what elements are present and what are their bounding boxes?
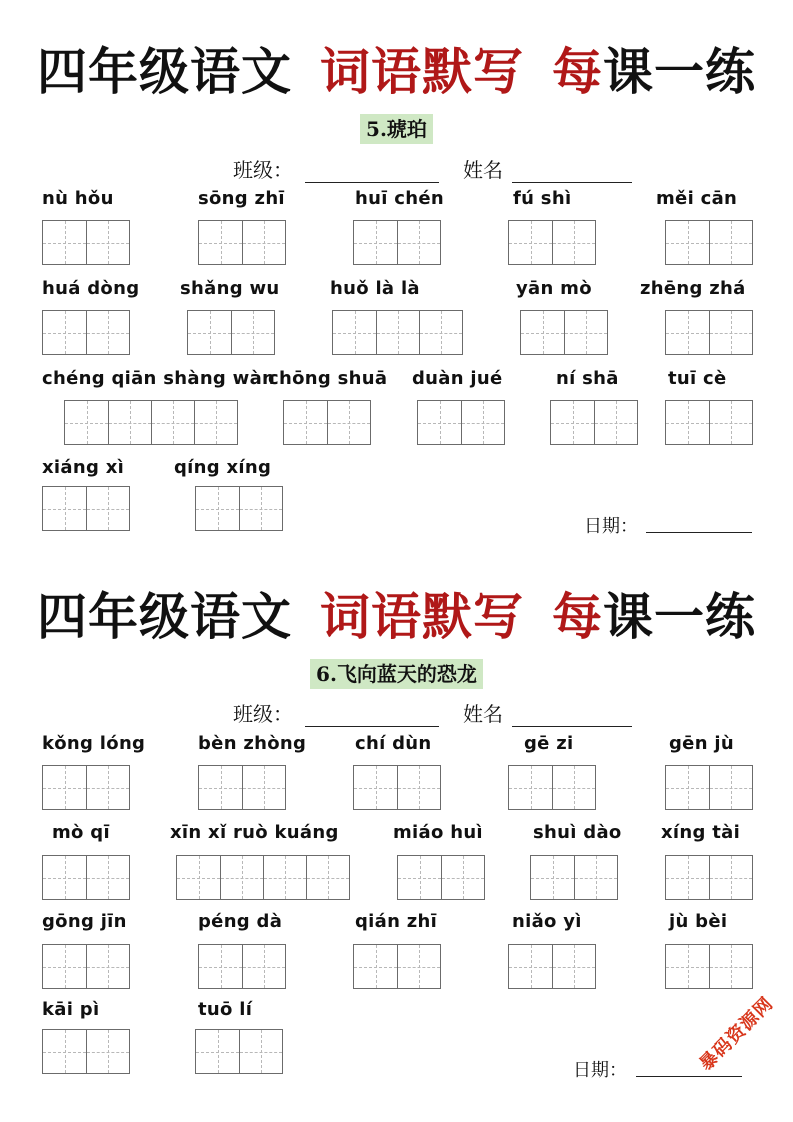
pinyin-prompt: tuō lí bbox=[198, 999, 253, 1020]
class-field[interactable] bbox=[305, 726, 439, 727]
name-field[interactable] bbox=[512, 726, 632, 727]
character-box[interactable] bbox=[552, 945, 595, 988]
writing-grid[interactable] bbox=[665, 310, 753, 355]
character-box[interactable] bbox=[594, 401, 637, 444]
character-box[interactable] bbox=[43, 311, 86, 354]
character-box[interactable] bbox=[239, 1030, 282, 1073]
character-box[interactable] bbox=[199, 945, 242, 988]
title-part-grade: 四年级语文 bbox=[37, 42, 292, 101]
character-box[interactable] bbox=[709, 945, 752, 988]
writing-grid[interactable] bbox=[353, 765, 441, 810]
character-box[interactable] bbox=[666, 945, 709, 988]
writing-grid[interactable] bbox=[417, 400, 505, 445]
pinyin-prompt: mò qī bbox=[52, 822, 110, 843]
character-box[interactable] bbox=[86, 487, 129, 530]
worksheet-title bbox=[0, 587, 793, 647]
character-box[interactable] bbox=[397, 766, 440, 809]
character-box[interactable] bbox=[86, 1030, 129, 1073]
writing-grid[interactable] bbox=[332, 310, 463, 355]
pinyin-prompt: chōng shuā bbox=[268, 368, 388, 389]
lesson-heading bbox=[0, 659, 793, 689]
writing-grid[interactable] bbox=[665, 944, 753, 989]
pinyin-prompt: xīn xǐ ruò kuáng bbox=[170, 822, 339, 843]
writing-grid[interactable] bbox=[195, 486, 283, 531]
writing-grid[interactable] bbox=[397, 855, 485, 900]
character-box[interactable] bbox=[242, 221, 285, 264]
pinyin-prompt: ní shā bbox=[556, 368, 619, 389]
watermark: 暴码资源网 bbox=[695, 993, 778, 1076]
character-box[interactable] bbox=[177, 856, 220, 899]
character-box[interactable] bbox=[86, 311, 129, 354]
writing-grid[interactable] bbox=[42, 765, 130, 810]
pinyin-prompt: niǎo yì bbox=[512, 911, 582, 932]
writing-grid[interactable] bbox=[508, 220, 596, 265]
class-label: 班级： bbox=[233, 702, 293, 726]
pinyin-prompt: chéng qiān shàng wàn bbox=[42, 368, 276, 389]
character-box[interactable] bbox=[666, 221, 709, 264]
character-box[interactable] bbox=[574, 856, 617, 899]
character-box[interactable] bbox=[151, 401, 194, 444]
character-box[interactable] bbox=[43, 766, 86, 809]
writing-grid[interactable] bbox=[42, 220, 130, 265]
character-box[interactable] bbox=[242, 945, 285, 988]
character-box[interactable] bbox=[199, 766, 242, 809]
character-box[interactable] bbox=[552, 766, 595, 809]
character-box[interactable] bbox=[196, 1030, 239, 1073]
pinyin-prompt: tuī cè bbox=[668, 368, 727, 389]
character-box[interactable] bbox=[231, 311, 274, 354]
writing-grid[interactable] bbox=[508, 765, 596, 810]
class-field[interactable] bbox=[305, 182, 439, 183]
character-box[interactable] bbox=[43, 945, 86, 988]
pinyin-prompt: fú shì bbox=[513, 188, 572, 209]
character-box[interactable] bbox=[551, 401, 594, 444]
title-part-lesson-practice: 课一练 bbox=[603, 42, 756, 101]
pinyin-prompt: huá dòng bbox=[42, 278, 140, 299]
writing-grid[interactable] bbox=[353, 220, 441, 265]
character-box[interactable] bbox=[531, 856, 574, 899]
name-label: 姓名 bbox=[463, 158, 503, 182]
character-box[interactable] bbox=[194, 401, 237, 444]
pinyin-prompt: zhēng zhá bbox=[640, 278, 746, 299]
writing-grid[interactable] bbox=[187, 310, 275, 355]
writing-grid[interactable] bbox=[665, 220, 753, 265]
character-box[interactable] bbox=[509, 221, 552, 264]
name-field[interactable] bbox=[512, 182, 632, 183]
writing-grid[interactable] bbox=[283, 400, 371, 445]
title-part-each: 每 bbox=[552, 587, 603, 646]
writing-grid[interactable] bbox=[530, 855, 618, 900]
character-box[interactable] bbox=[239, 487, 282, 530]
pinyin-prompt: duàn jué bbox=[412, 368, 503, 389]
writing-grid[interactable] bbox=[353, 944, 441, 989]
pinyin-prompt: huǒ là là bbox=[330, 278, 420, 299]
writing-grid[interactable] bbox=[198, 765, 286, 810]
character-box[interactable] bbox=[709, 856, 752, 899]
character-box[interactable] bbox=[398, 856, 441, 899]
character-box[interactable] bbox=[43, 487, 86, 530]
writing-grid[interactable] bbox=[42, 855, 130, 900]
pinyin-prompt: xíng tài bbox=[661, 822, 741, 843]
character-box[interactable] bbox=[709, 401, 752, 444]
title-part-each: 每 bbox=[552, 42, 603, 101]
writing-grid[interactable] bbox=[64, 400, 238, 445]
character-box[interactable] bbox=[564, 311, 607, 354]
pinyin-prompt: shǎng wu bbox=[180, 278, 280, 299]
writing-grid[interactable] bbox=[508, 944, 596, 989]
lesson-name: 6.飞向蓝天的恐龙 bbox=[310, 659, 483, 689]
character-box[interactable] bbox=[199, 221, 242, 264]
writing-grid[interactable] bbox=[42, 944, 130, 989]
pinyin-prompt: xiáng xì bbox=[42, 457, 125, 478]
writing-grid[interactable] bbox=[198, 220, 286, 265]
character-box[interactable] bbox=[242, 766, 285, 809]
writing-grid[interactable] bbox=[42, 486, 130, 531]
character-box[interactable] bbox=[108, 401, 151, 444]
character-box[interactable] bbox=[86, 856, 129, 899]
pinyin-prompt: huī chén bbox=[355, 188, 444, 209]
character-box[interactable] bbox=[461, 401, 504, 444]
character-box[interactable] bbox=[397, 221, 440, 264]
writing-grid[interactable] bbox=[550, 400, 638, 445]
pinyin-prompt: shuì dào bbox=[533, 822, 622, 843]
character-box[interactable] bbox=[666, 766, 709, 809]
pinyin-prompt: yān mò bbox=[516, 278, 592, 299]
writing-grid[interactable] bbox=[665, 855, 753, 900]
title-part-grade: 四年级语文 bbox=[37, 587, 292, 646]
name-label: 姓名 bbox=[463, 702, 503, 726]
character-box[interactable] bbox=[43, 856, 86, 899]
pinyin-prompt: qián zhī bbox=[355, 911, 438, 932]
lesson-name: 5.琥珀 bbox=[360, 114, 433, 144]
character-box[interactable] bbox=[376, 311, 419, 354]
pinyin-prompt: chí dùn bbox=[355, 733, 432, 754]
character-box[interactable] bbox=[65, 401, 108, 444]
pinyin-prompt: měi cān bbox=[656, 188, 738, 209]
date-field[interactable] bbox=[646, 532, 752, 533]
character-box[interactable] bbox=[509, 945, 552, 988]
character-box[interactable] bbox=[196, 487, 239, 530]
writing-grid[interactable] bbox=[665, 400, 753, 445]
character-box[interactable] bbox=[354, 945, 397, 988]
writing-grid[interactable] bbox=[176, 855, 350, 900]
writing-grid[interactable] bbox=[42, 1029, 130, 1074]
title-part-lesson-practice: 课一练 bbox=[603, 587, 756, 646]
pinyin-prompt: kǒng lóng bbox=[42, 733, 146, 754]
character-box[interactable] bbox=[666, 401, 709, 444]
character-box[interactable] bbox=[306, 856, 349, 899]
character-box[interactable] bbox=[86, 945, 129, 988]
writing-grid[interactable] bbox=[42, 310, 130, 355]
pinyin-prompt: péng dà bbox=[198, 911, 283, 932]
pinyin-prompt: miáo huì bbox=[393, 822, 483, 843]
character-box[interactable] bbox=[441, 856, 484, 899]
pinyin-prompt: gēn jù bbox=[669, 733, 734, 754]
character-box[interactable] bbox=[354, 221, 397, 264]
character-box[interactable] bbox=[666, 856, 709, 899]
pinyin-prompt: jù bèi bbox=[669, 911, 728, 932]
character-box[interactable] bbox=[552, 221, 595, 264]
character-box[interactable] bbox=[709, 311, 752, 354]
character-box[interactable] bbox=[419, 311, 462, 354]
title-part-dictation: 词语默写 bbox=[320, 42, 524, 101]
character-box[interactable] bbox=[86, 221, 129, 264]
writing-grid[interactable] bbox=[520, 310, 608, 355]
character-box[interactable] bbox=[354, 766, 397, 809]
worksheet-title bbox=[0, 42, 793, 102]
character-box[interactable] bbox=[709, 221, 752, 264]
character-box[interactable] bbox=[220, 856, 263, 899]
character-box[interactable] bbox=[284, 401, 327, 444]
character-box[interactable] bbox=[709, 766, 752, 809]
pinyin-prompt: sōng zhī bbox=[198, 188, 285, 209]
class-label: 班级： bbox=[233, 158, 293, 182]
character-box[interactable] bbox=[397, 945, 440, 988]
character-box[interactable] bbox=[86, 766, 129, 809]
pinyin-prompt: gōng jīn bbox=[42, 911, 127, 932]
title-part-dictation: 词语默写 bbox=[320, 587, 524, 646]
character-box[interactable] bbox=[418, 401, 461, 444]
date-label: 日期： bbox=[584, 516, 638, 537]
date-field[interactable] bbox=[636, 1076, 742, 1077]
lesson-heading bbox=[0, 114, 793, 144]
writing-grid[interactable] bbox=[195, 1029, 283, 1074]
writing-grid[interactable] bbox=[665, 765, 753, 810]
character-box[interactable] bbox=[43, 221, 86, 264]
date-label: 日期： bbox=[573, 1060, 627, 1081]
character-box[interactable] bbox=[333, 311, 376, 354]
pinyin-prompt: kāi pì bbox=[42, 999, 100, 1020]
character-box[interactable] bbox=[666, 311, 709, 354]
character-box[interactable] bbox=[263, 856, 306, 899]
character-box[interactable] bbox=[509, 766, 552, 809]
character-box[interactable] bbox=[521, 311, 564, 354]
pinyin-prompt: bèn zhòng bbox=[198, 733, 307, 754]
writing-grid[interactable] bbox=[198, 944, 286, 989]
character-box[interactable] bbox=[188, 311, 231, 354]
character-box[interactable] bbox=[43, 1030, 86, 1073]
character-box[interactable] bbox=[327, 401, 370, 444]
pinyin-prompt: gē zi bbox=[524, 733, 574, 754]
pinyin-prompt: qíng xíng bbox=[174, 457, 272, 478]
pinyin-prompt: nù hǒu bbox=[42, 188, 114, 209]
